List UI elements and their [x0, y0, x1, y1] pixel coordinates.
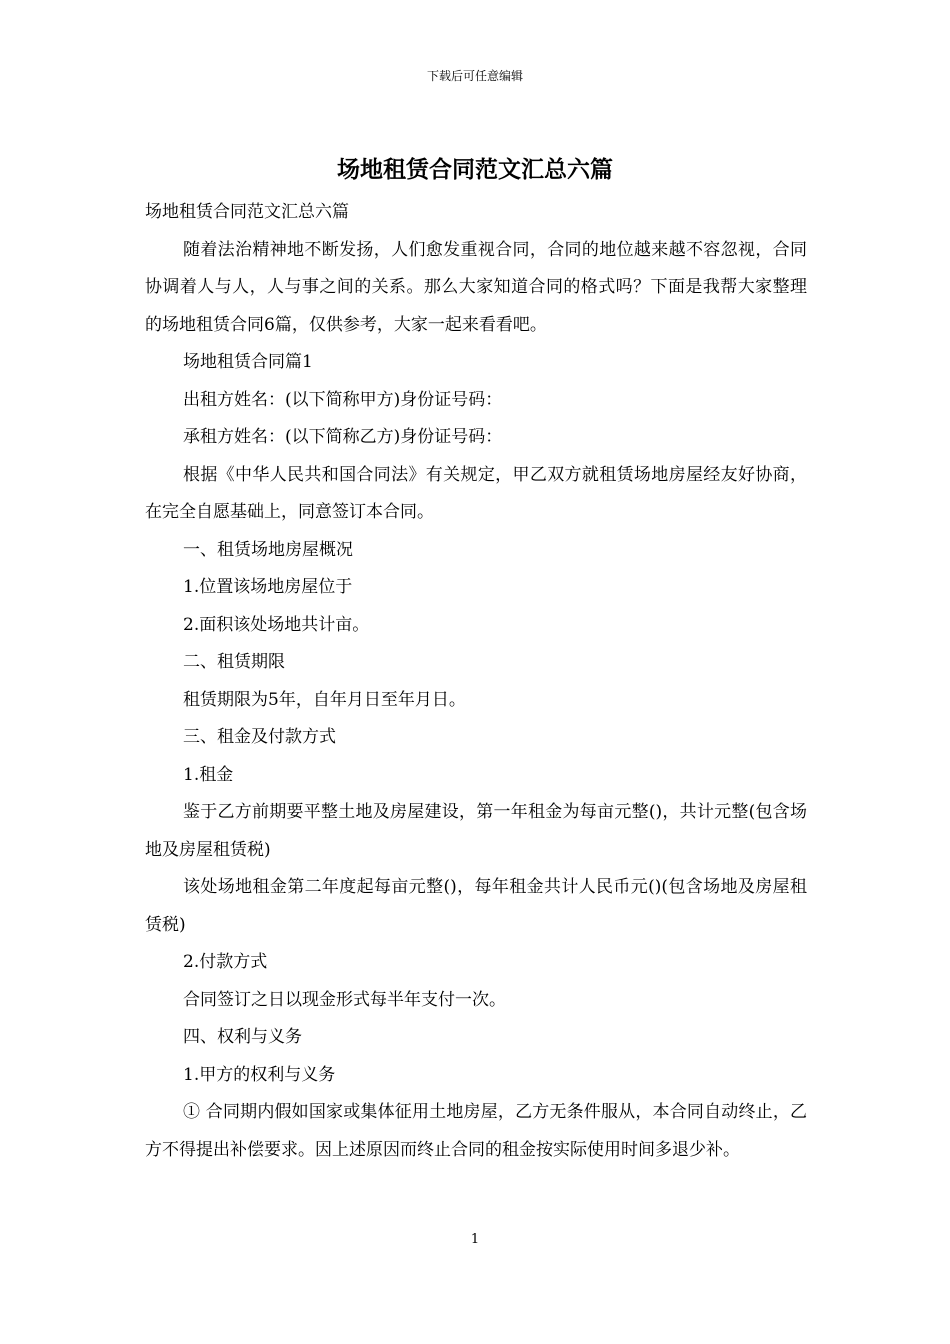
clause-item: 租赁期限为5年，自年月日至年月日。: [183, 689, 466, 710]
clause-item: 合同签订之日以现金形式每半年支付一次。: [183, 989, 506, 1010]
body-paragraph: ① 合同期内假如国家或集体征用土地房屋，乙方无条件服从，本合同自动终止，乙方不得提出补偿要求。因上述原因而终止合同的租金按实际使用时间多退少补。: [145, 1102, 807, 1160]
document-title: 场地租赁合同范文汇总六篇: [337, 156, 613, 183]
clause-item: 1.租金: [183, 764, 234, 785]
clause-item: 1.甲方的权利与义务: [183, 1064, 336, 1085]
clause-item: 2.付款方式: [183, 952, 268, 972]
section-heading: 场地租赁合同篇1: [183, 352, 313, 372]
clause-item: 2.面积该处场地共计亩。: [183, 614, 370, 635]
document-body: [145, 194, 807, 1169]
body-paragraph: 根据《中华人民共和国合同法》有关规定，甲乙双方就租赁场地房屋经友好协商，在完全自愿基础上，同意签订本合同。: [145, 464, 807, 522]
subtitle-paragraph: 场地租赁合同范文汇总六篇: [145, 202, 349, 222]
page-number: 1: [470, 1232, 480, 1247]
clause-heading: 四、权利与义务: [183, 1027, 302, 1047]
lessor-line: 出租方姓名：(以下简称甲方)身份证号码：: [183, 389, 503, 410]
body-paragraph: 鉴于乙方前期要平整土地及房屋建设，第一年租金为每亩元整()，共计元整(包含场地及房屋租赁税): [145, 802, 807, 860]
clause-item: 1.位置该场地房屋位于: [183, 577, 353, 597]
clause-heading: 三、租金及付款方式: [183, 727, 336, 747]
clause-heading: 一、租赁场地房屋概况: [183, 539, 353, 560]
body-paragraph: 该处场地租金第二年度起每亩元整()，每年租金共计人民币元()(包含场地及房屋租赁税): [145, 877, 807, 935]
lessee-line: 承租方姓名：(以下简称乙方)身份证号码：: [183, 427, 503, 447]
intro-paragraph: 随着法治精神地不断发扬，人们愈发重视合同，合同的地位越来越不容忽视，合同协调着人与人，人与事之间的关系。那么大家知道合同的格式吗？下面是我帮大家整理的场地租赁合同6篇，仅供参考，大家一起来看看吧。: [145, 239, 807, 335]
clause-heading: 二、租赁期限: [183, 652, 285, 672]
header-note: 下载后可任意编辑: [426, 69, 523, 83]
